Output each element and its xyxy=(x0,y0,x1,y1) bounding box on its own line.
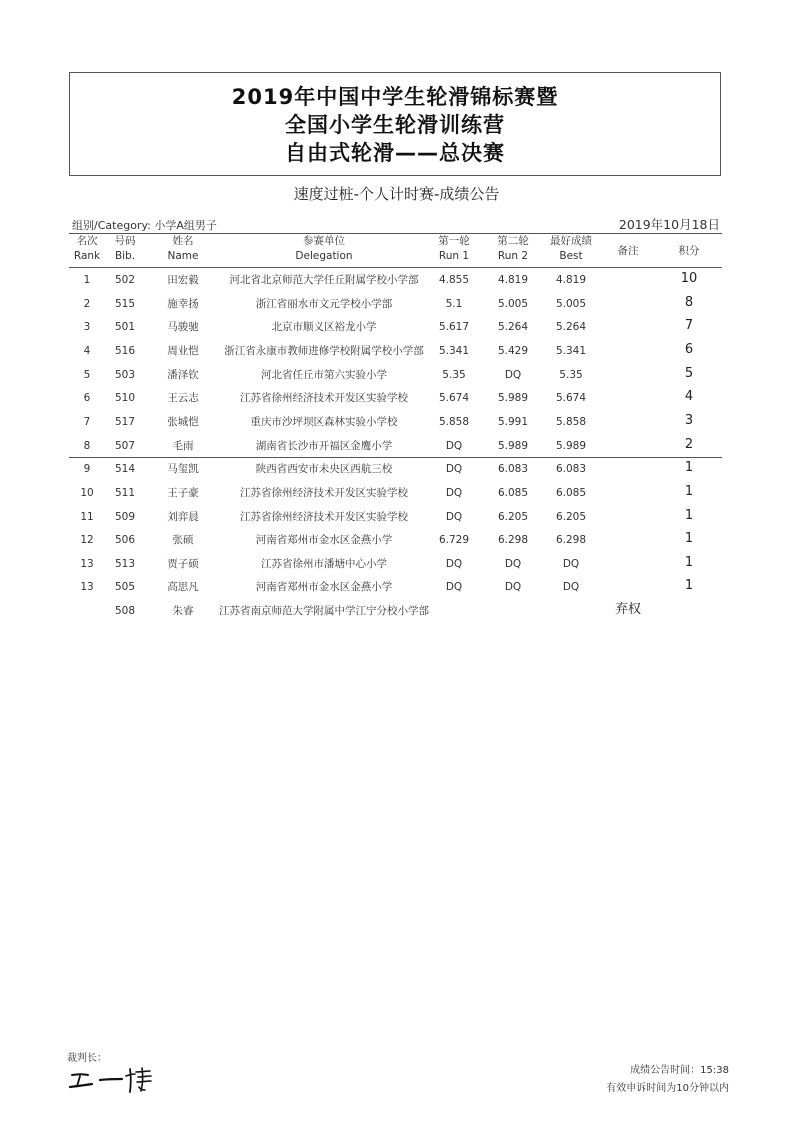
cell-note xyxy=(604,436,652,460)
cell-points: 2 xyxy=(684,436,694,452)
cell-rank: 1 xyxy=(83,274,91,286)
cell-rank: 3 xyxy=(83,321,91,334)
cell-points: 4 xyxy=(684,389,694,405)
cell-note xyxy=(604,483,652,507)
cell-note xyxy=(604,270,652,294)
cell-rank: 9 xyxy=(83,463,91,476)
header-delegation-en: Delegation xyxy=(295,250,353,262)
cell-note xyxy=(604,530,652,554)
cell-rank: 2 xyxy=(83,297,91,310)
cell-name: 周业恺 xyxy=(167,344,199,357)
cell-run2: 6.083 xyxy=(497,463,529,476)
cell-delegation: 江苏省徐州经济技术开发区实验学校 xyxy=(240,510,408,523)
header-points: 积分 xyxy=(678,245,700,257)
cell-best: 5.341 xyxy=(555,344,587,357)
cell-run1 xyxy=(430,602,478,626)
cell-run1: DQ xyxy=(445,581,463,594)
cell-name: 潘泽钦 xyxy=(167,368,199,381)
cell-points: 1 xyxy=(684,531,694,547)
cell-delegation: 北京市顺义区裕龙小学 xyxy=(271,321,377,334)
cell-rank xyxy=(69,602,105,626)
cell-note xyxy=(604,388,652,412)
cell-run2: 5.429 xyxy=(497,344,529,357)
cell-run2: DQ xyxy=(504,557,522,570)
cell-name: 毛雨 xyxy=(172,439,194,452)
cell-note xyxy=(604,365,652,389)
cell-bib: 511 xyxy=(114,486,136,499)
cell-run2 xyxy=(489,602,537,626)
header-run1-en: Run 1 xyxy=(438,250,470,262)
cell-name: 刘弈晨 xyxy=(167,510,199,523)
cell-note xyxy=(604,507,652,531)
category-label: 组别/Category: 小学A组男子 xyxy=(72,219,217,232)
cell-delegation: 浙江省永康市教师进修学校附属学校小学部 xyxy=(224,344,424,357)
cell-best: 5.35 xyxy=(559,368,583,381)
cell-name: 施幸扬 xyxy=(167,297,199,310)
cell-note: 弃权 xyxy=(614,602,641,618)
header-best xyxy=(543,234,599,268)
header-name-cn: 姓名 xyxy=(172,235,194,247)
header-name xyxy=(155,234,211,268)
cell-bib: 516 xyxy=(114,344,136,357)
cell-run1: 4.855 xyxy=(438,274,470,286)
cell-note xyxy=(604,554,652,578)
cell-best: 5.989 xyxy=(555,439,587,452)
cell-name: 高思凡 xyxy=(167,581,199,594)
cell-points: 7 xyxy=(684,318,694,334)
cell-delegation: 河南省郑州市金水区金燕小学 xyxy=(255,534,393,547)
event-subtitle: 速度过桩-个人计时赛-成绩公告 xyxy=(293,185,500,203)
cell-note xyxy=(604,294,652,318)
cell-run2: 5.989 xyxy=(497,392,529,405)
cell-note xyxy=(604,459,652,483)
cell-best: 5.858 xyxy=(555,415,587,428)
cell-run2: 6.298 xyxy=(497,534,529,547)
cell-bib: 508 xyxy=(114,605,136,618)
cell-rank: 8 xyxy=(83,439,91,452)
cell-bib: 510 xyxy=(114,392,136,405)
event-date: 2019年10月18日 xyxy=(618,217,720,232)
cell-bib: 514 xyxy=(114,463,136,476)
header-best-en: Best xyxy=(559,250,583,262)
cell-points: 3 xyxy=(684,412,694,428)
cell-points: 1 xyxy=(684,578,694,594)
header-bib-cn: 号码 xyxy=(114,235,136,247)
cell-delegation: 江苏省徐州经济技术开发区实验学校 xyxy=(240,486,408,499)
cell-bib: 502 xyxy=(114,274,136,286)
cell-rank: 7 xyxy=(83,415,91,428)
cell-run2: DQ xyxy=(504,368,522,381)
cell-best: 6.298 xyxy=(555,534,587,547)
cell-points: 5 xyxy=(684,365,694,381)
title-box xyxy=(69,72,721,176)
cell-points: 10 xyxy=(680,271,698,286)
cell-note xyxy=(604,341,652,365)
cell-delegation: 江苏省徐州经济技术开发区实验学校 xyxy=(240,392,408,405)
cell-name: 张硕 xyxy=(172,534,194,547)
cell-bib: 505 xyxy=(114,581,136,594)
cell-run1: 5.674 xyxy=(438,392,470,405)
cell-points: 1 xyxy=(684,483,694,499)
cell-bib: 506 xyxy=(114,534,136,547)
header-delegation xyxy=(212,234,436,268)
title-line-1: 2019年中国中学生轮滑锦标赛暨 xyxy=(231,85,559,109)
header-run2-en: Run 2 xyxy=(497,250,529,262)
cell-points xyxy=(668,601,710,625)
cell-run1: DQ xyxy=(445,439,463,452)
cell-run2: 5.264 xyxy=(497,321,529,334)
cell-run1: 5.35 xyxy=(442,368,466,381)
cell-bib: 517 xyxy=(114,415,136,428)
header-name-en: Name xyxy=(167,250,199,262)
cell-best: 5.264 xyxy=(555,321,587,334)
header-run1-cn: 第一轮 xyxy=(438,235,470,247)
header-note: 备注 xyxy=(617,245,639,257)
cell-run2: 4.819 xyxy=(497,274,529,286)
cell-note xyxy=(604,412,652,436)
chief-judge-signature xyxy=(66,1065,154,1093)
announce-time: 成绩公告时间：15:38 xyxy=(630,1065,729,1076)
header-run1 xyxy=(430,234,478,268)
cell-name: 贾子硕 xyxy=(167,557,199,570)
header-run2 xyxy=(489,234,537,268)
cell-delegation: 江苏省徐州市潘塘中心小学 xyxy=(261,557,387,570)
cell-points: 6 xyxy=(684,341,694,357)
cell-delegation: 河北省任丘市第六实验小学 xyxy=(261,368,387,381)
header-rank-en: Rank xyxy=(73,250,101,262)
cell-run2: 5.989 xyxy=(497,439,529,452)
cell-run2: 5.005 xyxy=(497,297,529,310)
cell-run1: DQ xyxy=(445,510,463,523)
cell-run2: DQ xyxy=(504,581,522,594)
cell-bib: 509 xyxy=(114,510,136,523)
cell-delegation: 河南省郑州市金水区金燕小学 xyxy=(255,581,393,594)
cell-run2: 5.991 xyxy=(497,415,529,428)
cell-run1: 5.858 xyxy=(438,415,470,428)
cell-best: 6.205 xyxy=(555,510,587,523)
cell-bib: 501 xyxy=(114,321,136,334)
appeal-note: 有效申诉时间为10分钟以内 xyxy=(606,1083,729,1094)
cell-bib: 513 xyxy=(114,557,136,570)
cell-delegation: 重庆市沙坪坝区森林实验小学校 xyxy=(250,415,398,428)
cell-best: 6.085 xyxy=(555,486,587,499)
title-line-3: 自由式轮滑——总决赛 xyxy=(285,141,505,165)
cell-name: 王子豪 xyxy=(167,486,199,499)
cell-rank: 4 xyxy=(83,344,91,357)
header-bib-en: Bib. xyxy=(114,250,136,262)
cell-run1: DQ xyxy=(445,463,463,476)
cell-run1: 5.617 xyxy=(438,321,470,334)
cell-rank: 13 xyxy=(80,557,94,570)
cell-delegation: 河北省北京师范大学任丘附属学校小学部 xyxy=(229,274,419,286)
cell-points: 1 xyxy=(684,554,694,570)
cell-rank: 5 xyxy=(83,368,91,381)
title-line-2: 全国小学生轮滑训练营 xyxy=(285,113,505,137)
header-best-cn: 最好成绩 xyxy=(550,235,592,247)
header-run2-cn: 第二轮 xyxy=(497,235,529,247)
cell-name: 马骏驰 xyxy=(167,321,199,334)
cell-name: 朱睿 xyxy=(172,605,194,618)
cell-bib: 503 xyxy=(114,368,136,381)
cell-run2: 6.205 xyxy=(497,510,529,523)
cell-name: 张城恺 xyxy=(167,415,199,428)
cell-delegation: 陕西省西安市未央区西航三校 xyxy=(255,463,393,476)
cell-rank: 11 xyxy=(80,510,94,523)
cell-points: 1 xyxy=(684,507,694,523)
cell-rank: 12 xyxy=(80,534,94,547)
cell-delegation: 江苏省南京师范大学附属中学江宁分校小学部 xyxy=(219,605,429,618)
cell-best: DQ xyxy=(562,557,580,570)
chief-judge-label: 裁判长： xyxy=(67,1053,107,1064)
cell-best xyxy=(543,602,599,626)
cell-rank: 10 xyxy=(80,486,94,499)
cell-name: 田宏毅 xyxy=(167,274,199,286)
cell-points: 1 xyxy=(684,460,694,476)
header-bib xyxy=(105,234,145,268)
cell-run1: DQ xyxy=(445,557,463,570)
header-delegation-cn: 参赛单位 xyxy=(303,235,345,247)
cell-delegation: 浙江省丽水市文元学校小学部 xyxy=(255,297,393,310)
cell-best: 5.005 xyxy=(555,297,587,310)
cell-best: 6.083 xyxy=(555,463,587,476)
header-rank xyxy=(69,234,105,268)
cell-note xyxy=(604,317,652,341)
cell-bib: 507 xyxy=(114,439,136,452)
cell-run1: DQ xyxy=(445,486,463,499)
cell-name: 马玺凯 xyxy=(167,463,199,476)
cell-points: 8 xyxy=(684,294,694,310)
cell-delegation: 湖南省长沙市开福区金鹰小学 xyxy=(255,439,393,452)
cell-run1: 5.1 xyxy=(445,297,463,310)
header-rank-cn: 名次 xyxy=(76,235,98,247)
cell-note xyxy=(604,577,652,601)
cell-rank: 13 xyxy=(80,581,94,594)
cell-best: 5.674 xyxy=(555,392,587,405)
cell-name: 王云志 xyxy=(167,392,199,405)
cell-best: DQ xyxy=(562,581,580,594)
cell-run1: 5.341 xyxy=(438,344,470,357)
cell-rank: 6 xyxy=(83,392,91,405)
cell-run1: 6.729 xyxy=(438,534,470,547)
cell-best: 4.819 xyxy=(555,274,587,286)
cell-run2: 6.085 xyxy=(497,486,529,499)
cell-bib: 515 xyxy=(114,297,136,310)
